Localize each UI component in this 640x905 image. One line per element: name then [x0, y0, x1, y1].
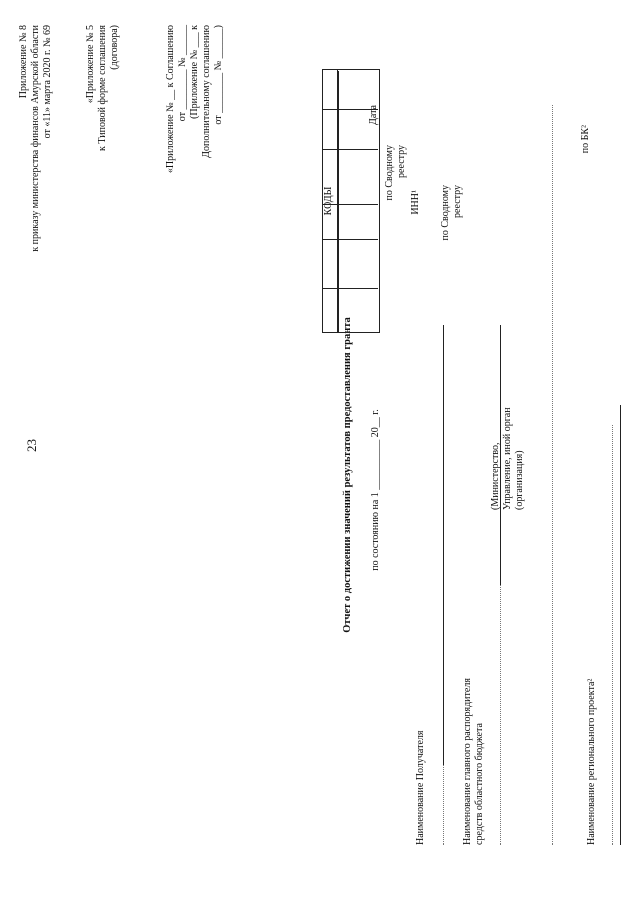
page-number: 23: [24, 439, 39, 452]
codes-divider: [322, 239, 378, 240]
regional-project-underline[interactable]: [620, 405, 621, 845]
codes-label-date: Дата: [368, 105, 379, 125]
ministry-note-3: (организация): [514, 450, 525, 510]
appendix-date: от «11» марта 2020 г. № 69: [42, 25, 53, 139]
form-ref-block: [85, 25, 121, 215]
codes-header-label: КОДЫ: [323, 186, 334, 216]
codes-label-registry2: по Сводному реестру: [440, 185, 463, 241]
report-title: Отчет о достижении значений результатов предоставления гранта: [342, 317, 353, 633]
agreement-ref-block: [165, 25, 225, 215]
gr-manager-label-1: Наименование главного распорядителя: [462, 678, 473, 845]
codes-label-inn: ИНН¹: [410, 190, 421, 215]
ministry-note-2: Управление, иной орган: [502, 407, 513, 510]
agreement-ref-line3: (Приложение № ___ к: [189, 25, 200, 119]
form-ref-line3: (договора): [109, 25, 120, 70]
codes-divider: [322, 288, 378, 289]
appendix-block: [18, 25, 54, 285]
codes-header-rule: [338, 71, 339, 333]
regional-project-label: Наименование регионального проекта²: [586, 678, 597, 845]
codes-label-bk: по БК²: [580, 125, 591, 154]
ministry-note-1: (Министерство,: [490, 442, 501, 510]
gr-manager-label-2: средств областного бюджета: [474, 723, 485, 845]
form-ref-line1: «Приложение № 5: [85, 25, 96, 104]
report-as-of: по состоянию на 1 __________ 20__ г.: [370, 409, 381, 571]
appendix-order: к приказу министерства финансов Амурской области: [30, 25, 41, 252]
recipient-underline[interactable]: [443, 325, 444, 765]
appendix-title: Приложение № 8: [18, 25, 29, 99]
agreement-ref-line4: Дополнительному соглашению: [201, 25, 212, 158]
agreement-ref-line1: «Приложение № __ к Соглашению: [165, 25, 176, 174]
agreement-ref-line5: от ________ № ______): [213, 25, 224, 125]
codes-divider: [322, 204, 378, 205]
codes-label-registry1: по Сводному реестру: [384, 145, 407, 201]
form-ref-line2: к Типовой форме соглашения: [97, 25, 108, 151]
separator-dotline: [552, 105, 553, 845]
regional-project-dotline: [612, 425, 613, 845]
agreement-ref-line2: от ________ № ______: [177, 25, 188, 122]
recipient-label: Наименование Получателя: [415, 730, 426, 845]
